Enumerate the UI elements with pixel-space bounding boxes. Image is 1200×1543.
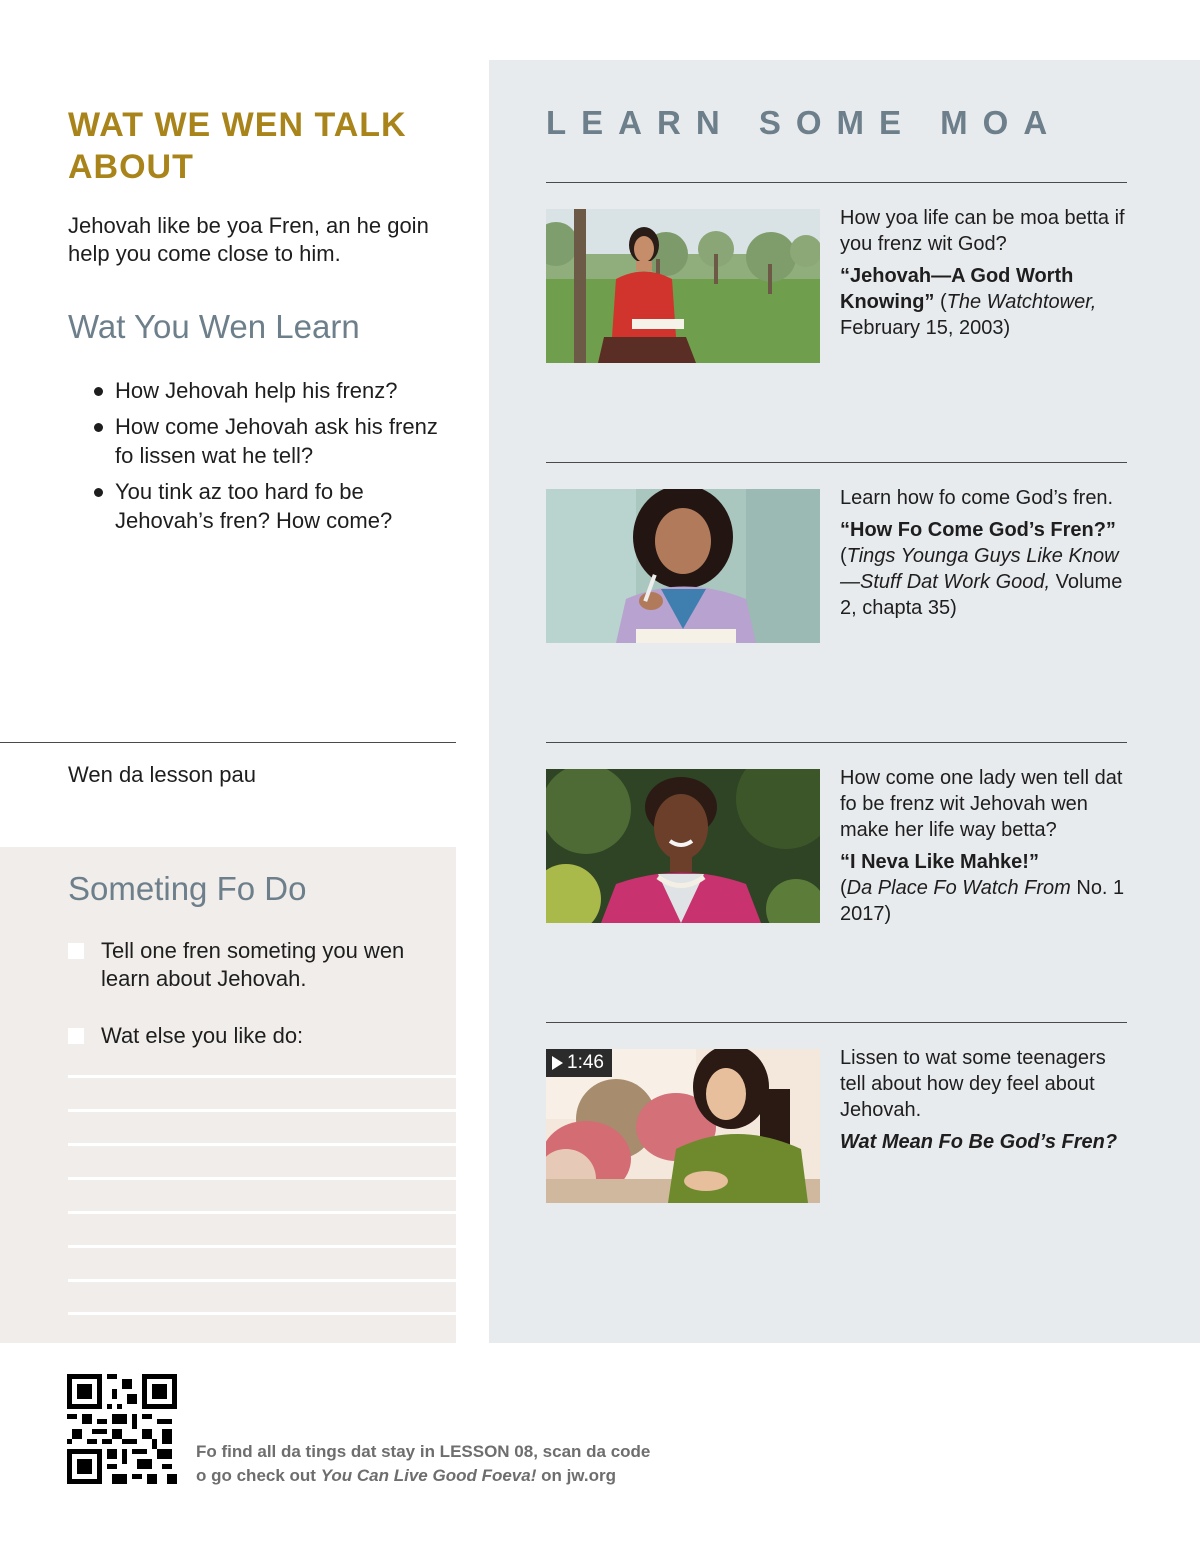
- footer-note: [196, 1440, 650, 1488]
- play-icon: [552, 1056, 563, 1070]
- divider: [0, 742, 456, 743]
- divider: [546, 1022, 1127, 1023]
- divider: [546, 462, 1127, 463]
- write-line[interactable]: [68, 1075, 456, 1078]
- girl-reading-bible-photo[interactable]: [546, 489, 820, 643]
- todo-item-other: [68, 1022, 428, 1050]
- divider: [546, 182, 1127, 183]
- resource-4-text: [840, 1045, 1130, 1155]
- resource-question: How yoa life can be moa betta if you frenz wit God?: [840, 207, 1125, 255]
- write-line[interactable]: [68, 1177, 456, 1180]
- talk-heading: WAT WE WEN TALK ABOUT: [68, 106, 407, 186]
- list-item: You tink az too hard fo be Jehovah’s fren? How come?: [94, 477, 444, 535]
- resource-citation: [840, 263, 1130, 341]
- resource-title-link[interactable]: “How Fo Come God’s Fren?”: [840, 519, 1116, 541]
- video-duration-badge: [546, 1049, 612, 1077]
- resource-2-text: [840, 485, 1130, 621]
- resource-source: The Watchtower,: [946, 291, 1097, 313]
- learn-more-heading: LEARN SOME MOA: [546, 104, 1063, 141]
- write-line[interactable]: [68, 1109, 456, 1112]
- checkbox[interactable]: [68, 1028, 84, 1044]
- todo-label: Wat else you like do:: [101, 1023, 304, 1048]
- qr-code[interactable]: [67, 1374, 177, 1484]
- footer-line-1: Fo find all da tings dat stay in LESSON 08, scan da code: [196, 1442, 651, 1461]
- footer-book-title: You Can Live Good Foeva!: [320, 1466, 537, 1485]
- resource-source: Tings Younga Guys Like Know —Stuff Dat Work Good,: [840, 545, 1119, 593]
- write-line[interactable]: [68, 1312, 456, 1315]
- todo-label: Tell one fren someting you wen learn about Jehovah.: [101, 938, 405, 991]
- resource-3-text: [840, 765, 1130, 927]
- learn-heading: Wat You Wen Learn: [68, 308, 360, 345]
- write-line[interactable]: [68, 1279, 456, 1282]
- resource-citation: [840, 1129, 1130, 1155]
- woman-sitting-in-orchard-photo[interactable]: [546, 209, 820, 363]
- list-item: How come Jehovah ask his frenz fo lissen wat he tell?: [94, 412, 444, 470]
- todo-box: [0, 847, 456, 1343]
- footer-line-2-post: on jw.org: [536, 1466, 616, 1485]
- write-line[interactable]: [68, 1245, 456, 1248]
- resource-source-open: (: [840, 877, 847, 899]
- resource-source-tail: No. 1 2017): [840, 877, 1125, 925]
- resource-source-tail: Volume 2, chapta 35): [840, 571, 1123, 619]
- resource-question: Learn how fo come God’s fren.: [840, 487, 1114, 509]
- resource-title-link[interactable]: “Jehovah—A God Worth Knowing”: [840, 265, 1074, 313]
- footer-line-2-pre: o go check out: [196, 1466, 321, 1485]
- divider: [546, 742, 1127, 743]
- lesson-end-label: Wen da lesson pau: [68, 762, 256, 787]
- todo-item-tell-fren: [68, 937, 428, 993]
- resource-source-tail: February 15, 2003): [840, 317, 1011, 339]
- video-duration: 1:46: [567, 1052, 604, 1073]
- resource-question: How come one lady wen tell dat fo be frenz wit Jehovah wen make her life way betta?: [840, 767, 1123, 841]
- resource-title-link[interactable]: “I Neva Like Mahke!”: [840, 851, 1039, 873]
- video-title-link[interactable]: Wat Mean Fo Be God’s Fren?: [840, 1131, 1118, 1153]
- checkbox[interactable]: [68, 943, 84, 959]
- resource-citation: [840, 517, 1130, 621]
- todo-heading: Someting Fo Do: [68, 870, 307, 907]
- resource-citation: [840, 849, 1130, 927]
- footer-line-2: [196, 1464, 650, 1488]
- resource-1-text: [840, 205, 1130, 341]
- list-item: How Jehovah help his frenz?: [94, 376, 444, 405]
- resource-source-open: (: [934, 291, 947, 313]
- talk-summary: Jehovah like be yoa Fren, an he goin help you come close to him.: [68, 213, 429, 266]
- write-line[interactable]: [68, 1211, 456, 1214]
- write-line[interactable]: [68, 1143, 456, 1146]
- resource-question: Lissen to wat some teenagers tell about how dey feel about Jehovah.: [840, 1047, 1106, 1121]
- smiling-woman-photo[interactable]: [546, 769, 820, 923]
- teen-girl-praying-video-thumbnail[interactable]: [546, 1049, 820, 1203]
- resource-source: Da Place Fo Watch From: [846, 877, 1071, 899]
- learn-questions-list: [94, 376, 444, 542]
- resource-source-open: (: [840, 545, 847, 567]
